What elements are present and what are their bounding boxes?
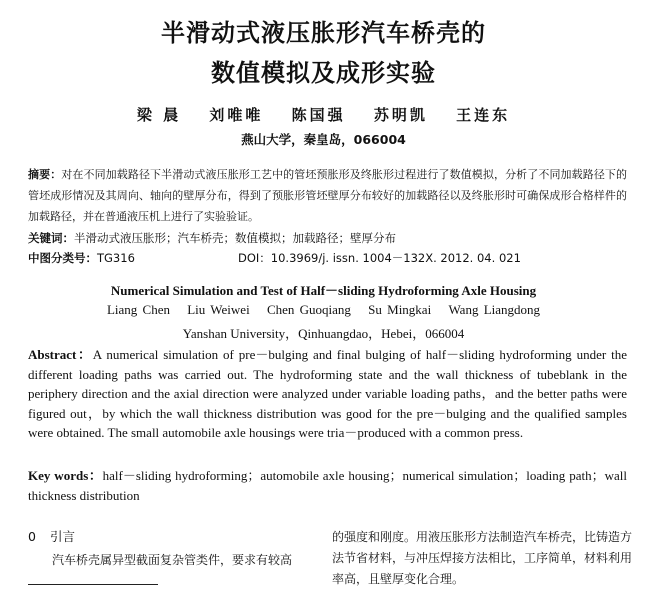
author-name: Chen Guoqiang — [266, 302, 351, 317]
author-name: Liu Weiwei — [187, 302, 250, 317]
chinese-affiliation: 燕山大学，秦皇岛，066004 — [241, 132, 406, 147]
english-title: Numerical Simulation and Test of Half－sliding Hydroforming Axle Housing — [110, 283, 537, 298]
chinese-keywords-text: 半滑动式液压胀形；汽车桥壳；数值模拟；加载路径；壁厚分布 — [74, 231, 396, 245]
chinese-authors — [0, 104, 647, 125]
classification-code: TG316 — [97, 251, 135, 265]
author-name: 梁 晨 — [136, 106, 182, 124]
classification-line — [28, 248, 627, 268]
english-authors — [0, 302, 647, 318]
section-heading — [28, 527, 75, 545]
english-abstract-text: A numerical simulation of pre－bulging and final bulging of half－sliding hydroforming under the different loading paths was carried out. The hydroforming state and the wall thickness of tubeblank in the periphery direction and the axial direction were analyzed under variable loading paths，and the better paths were figured out，by which the wall thickness distribution was good for the pre－bulging and the qualified samples were obtained. The small automobile axle housings were tria－produced with a common press. — [28, 347, 627, 441]
author-name: Su Mingkai — [368, 302, 432, 317]
right-column-paragraph: 的强度和刚度。用液压胀形方法制造汽车桥壳，比铸造方法节省材料，与冲压焊接方法相比，工序简单，材料利用率高，且壁厚变化合理。 — [332, 530, 633, 586]
chinese-abstract-text: 对在不同加载路径下半滑动式液压胀形工艺中的管坯预胀形及终胀形过程进行了数值模拟，分析了不同加载路径下的管坯成形情况及其周向、轴向的壁厚分布，得到了预胀形管坯壁厚分布较好的加载路径以及终胀形时可确保成形合格样件的加载路径，并在普通液压机上进行了实验验证。 — [28, 168, 628, 223]
chinese-title-line-2: 数值模拟及成形实验 — [211, 58, 436, 87]
english-keywords-text: half－sliding hydroforming；automobile axle housing；numerical simulation；loading path；wall thickness distribution — [28, 468, 627, 503]
author-name: 苏明凯 — [373, 106, 428, 124]
english-keywords — [28, 466, 627, 505]
section-title: 引言 — [49, 529, 75, 544]
chinese-abstract — [28, 164, 627, 227]
author-name: Wang Liangdong — [448, 302, 541, 317]
author-name: 陈国强 — [291, 106, 346, 124]
english-keywords-label: Key words： — [28, 468, 103, 483]
section-number: 0 — [28, 529, 36, 544]
chinese-title-line-1: 半滑动式液压胀形汽车桥壳的 — [161, 18, 486, 47]
author-name: 王连东 — [456, 106, 511, 124]
chinese-keywords-label: 关键词： — [28, 231, 74, 245]
author-name: Liang Chen — [106, 302, 170, 317]
doi: DOI：10.3969/j. issn. 1004－132X. 2012. 04. 021 — [238, 251, 521, 265]
classification-label: 中图分类号： — [28, 251, 97, 265]
author-name: 刘唯唯 — [209, 106, 264, 124]
english-abstract — [28, 345, 627, 443]
left-column-paragraph: 汽车桥壳属异型截面复杂管类件，要求有较高 — [52, 553, 293, 567]
english-abstract-label: Abstract： — [28, 347, 93, 362]
chinese-abstract-label: 摘要： — [28, 168, 62, 181]
footnote-divider — [28, 584, 158, 585]
chinese-keywords — [28, 228, 627, 248]
english-affiliation: Yanshan University，Qinhuangdao，Hebei，066004 — [182, 326, 465, 341]
